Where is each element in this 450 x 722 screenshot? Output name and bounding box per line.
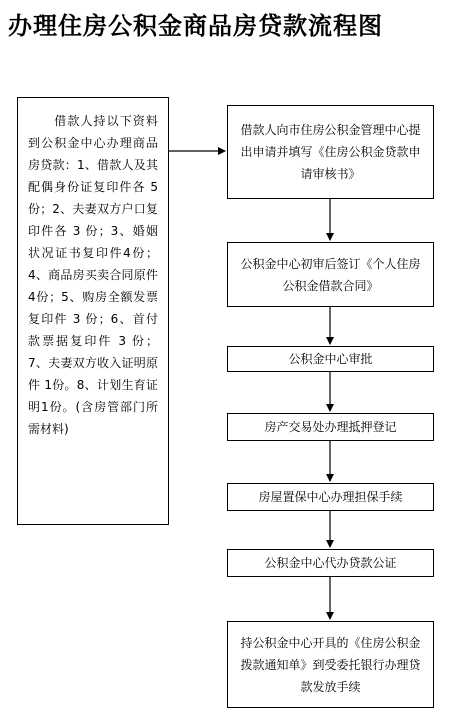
step-6-text: 公积金中心代办贷款公证 [264,556,397,570]
step-7-text: 持公积金中心开具的《住房公积金拨款通知单》到受委托银行办理贷款发放手续 [240,635,421,694]
page-title: 办理住房公积金商品房贷款流程图 [8,11,383,40]
step-2-text: 公积金中心初审后签订《个人住房公积金借款合同》 [240,256,421,293]
step-1-text: 借款人向市住房公积金管理中心提出申请并填写《住房公积金贷款申请审核书》 [240,123,421,181]
step-4-text: 房产交易处办理抵押登记 [264,420,397,434]
step-5-text: 房屋置保中心办理担保手续 [258,490,403,504]
required-materials-text: 借款人持以下资料到公积金中心办理商品房贷款：1、借款人及其配偶身份证复印件各 5 份；2、夫妻双方户口复印件各 3 份；3、婚姻状况证书复印件4份； 4、商品房买卖合同原件4份；5、购房全额发票复印件 3 份；6、首付款票据复印件 3 份；7、夫妻双方收入证明原件 1份。8、计划生育证明1份。(含房管部门所需材料) [28,114,158,436]
step-3-text: 公积金中心审批 [288,352,373,366]
